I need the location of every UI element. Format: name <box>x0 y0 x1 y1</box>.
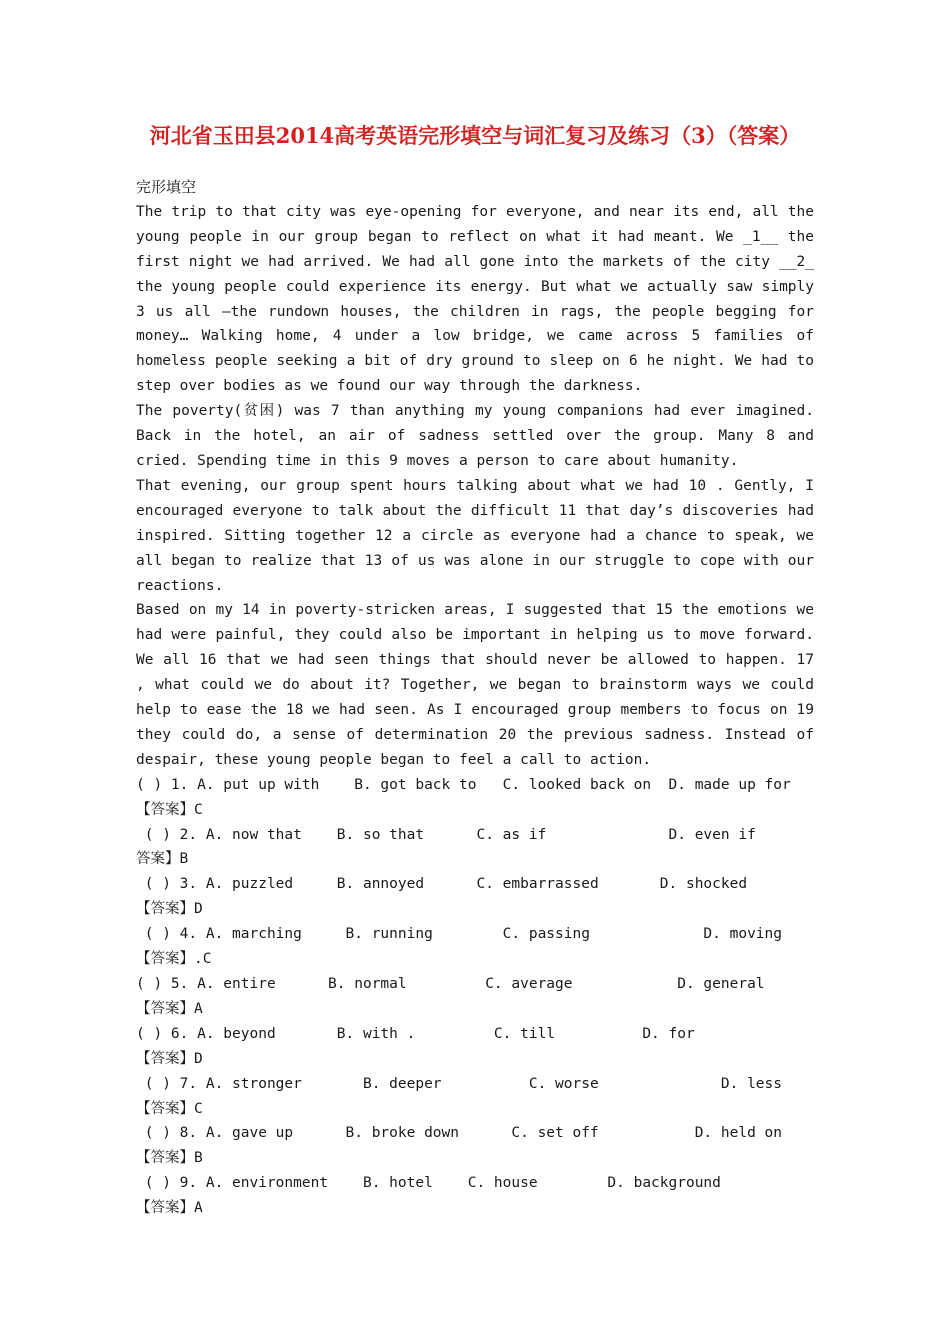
answer-line: 【答案】D <box>136 1050 203 1067</box>
section-label: 完形填空 <box>136 178 197 196</box>
question-line: ( ) 6. A. beyond B. with . C. till D. for <box>136 1025 695 1042</box>
passage-paragraph: The poverty(贫困) was 7 than anything my young companions had ever imagined. Back in the hotel, an air of sadness settled over the group. Many 8 and cried. Spending time in this 9 moves a person to care about humanity. <box>136 403 814 469</box>
question-line: ( ) 3. A. puzzled B. annoyed C. embarrassed D. shocked <box>136 876 748 893</box>
answer-line: 【答案】D <box>136 901 203 918</box>
document-title: 河北省玉田县2014高考英语完形填空与词汇复习及练习（3）（答案） <box>149 123 801 148</box>
passage-paragraph: Based on my 14 in poverty-stricken areas, I suggested that 15 the emotions we had were painful, they could also be important in helping us to move forward. We all 16 that we had seen things that should never be allowed to happen. 17 , what could we do about it? Together, we began to brainstorm ways we could help to ease the 18 we had seen. As I encouraged group members to focus on 19 they could do, a sense of determination 20 the previous sadness. Instead of despair, these young people began to feel a call to action. <box>136 602 814 768</box>
question-line: ( ) 1. A. put up with B. got back to C. looked back on D. made up for <box>136 776 791 793</box>
passage-paragraph: The trip to that city was eye-opening for everyone, and near its end, all the young people in our group began to reflect on what it had meant. We _1__ the first night we had arrived. We had all gone into the markets of the city __2_ the young people could experience its energy. But what we actually saw simply 3 us all –the rundown houses, the children in rags, the people begging for money… Walking home, 4 under a low bridge, we came across 5 families of homeless people seeking a bit of dry ground to sleep on 6 he night. We had to step over bodies as we found our way through the darkness. <box>136 203 814 395</box>
question-line: ( ) 7. A. stronger B. deeper C. worse D. less <box>136 1075 783 1092</box>
answer-line: 【答案】.C <box>136 951 212 968</box>
answer-line: 【答案】A <box>136 1200 203 1217</box>
answer-line: 【答案】C <box>136 1100 203 1117</box>
question-list <box>136 773 814 1221</box>
answer-line: 【答案】B <box>136 1150 203 1167</box>
question-line: ( ) 2. A. now that B. so that C. as if D. even if <box>136 826 756 843</box>
passage-paragraph: That evening, our group spent hours talking about what we had 10 . Gently, I encouraged everyone to talk about the difficult 11 that day’s discoveries had inspired. Sitting together 12 a circle as everyone had a chance to speak, we all began to realize that 13 of us was alone in our struggle to cope with our reactions. <box>136 477 814 594</box>
answer-line: 答案】B <box>136 851 189 868</box>
question-line: ( ) 5. A. entire B. normal C. average D. general <box>136 976 765 992</box>
document-body <box>136 175 814 1221</box>
question-line: ( ) 9. A. environment B. hotel C. house D. background <box>136 1175 721 1192</box>
question-line: ( ) 8. A. gave up B. broke down C. set off D. held on <box>136 1125 783 1142</box>
answer-line: 【答案】C <box>136 801 203 818</box>
question-line: ( ) 4. A. marching B. running C. passing D. moving <box>136 926 783 943</box>
answer-line: 【答案】A <box>136 1000 203 1017</box>
